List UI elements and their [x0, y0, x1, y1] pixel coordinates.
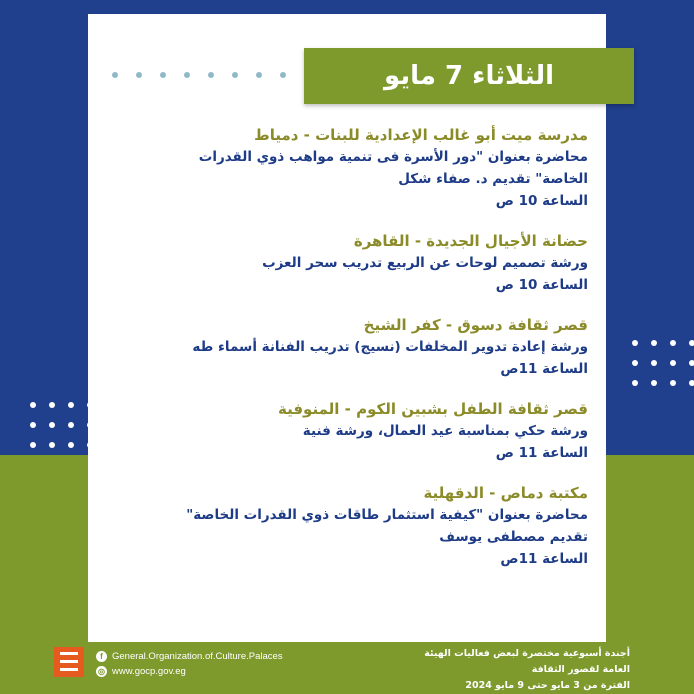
gocp-logo [54, 647, 84, 677]
agenda-line-2: الفترة من 3 مايو حتى 9 مايو 2024 [465, 680, 630, 691]
event-venue: حضانة الأجيال الجديدة - القاهرة [353, 232, 588, 250]
decorative-dot-grid-left [30, 402, 93, 448]
events-list [150, 124, 588, 588]
event-description: ورشة تصميم لوحات عن الربيع تدريب سحر العزب [262, 255, 588, 271]
event-description: ورشة إعادة تدوير المخلفات (نسيج) تدريب الفنانة أسماء طه [192, 339, 588, 355]
event-time: الساعة 11ص [500, 551, 588, 567]
event-item [150, 230, 588, 296]
event-description: محاضرة بعنوان "كيفية استثمار طاقات ذوي القدرات الخاصة" تقديم مصطفى يوسف [186, 507, 588, 545]
event-item [150, 482, 588, 570]
facebook-handle: General.Organization.of.Culture.Palaces [112, 651, 283, 662]
decorative-dots-row [112, 72, 286, 78]
website-link[interactable] [96, 666, 186, 677]
event-item [150, 314, 588, 380]
event-item [150, 124, 588, 212]
website-url: www.gocp.gov.eg [112, 666, 186, 677]
event-venue: قصر ثقافة الطفل بشبين الكوم - المنوفية [278, 400, 588, 418]
decorative-dot-grid-right [632, 340, 694, 386]
event-time: الساعة 11ص [500, 361, 588, 377]
event-venue: مكتبة دماص - الدقهلية [423, 484, 588, 502]
event-item [150, 398, 588, 464]
facebook-link[interactable] [96, 651, 283, 662]
event-time: الساعة 10 ص [495, 193, 588, 209]
agenda-line-1: أجندة أسبوعية مختصرة لبعض فعاليات الهيئة العامة لقصور الثقافة [424, 648, 630, 675]
facebook-icon: f [96, 651, 107, 662]
event-time: الساعة 11 ص [495, 445, 588, 461]
date-title: الثلاثاء 7 مايو [384, 61, 554, 91]
agenda-caption [400, 646, 630, 694]
globe-icon: ◎ [96, 666, 107, 677]
event-description: ورشة حكي بمناسبة عيد العمال، ورشة فنية [302, 423, 588, 439]
event-time: الساعة 10 ص [495, 277, 588, 293]
event-venue: قصر ثقافة دسوق - كفر الشيخ [363, 316, 588, 334]
date-title-banner [304, 48, 634, 104]
event-description: محاضرة بعنوان "دور الأسرة فى تنمية مواهب ذوي القدرات الخاصة" تقديم د. صفاء شكل [198, 149, 588, 187]
event-venue: مدرسة ميت أبو غالب الإعدادية للبنات - دمياط [254, 126, 588, 144]
